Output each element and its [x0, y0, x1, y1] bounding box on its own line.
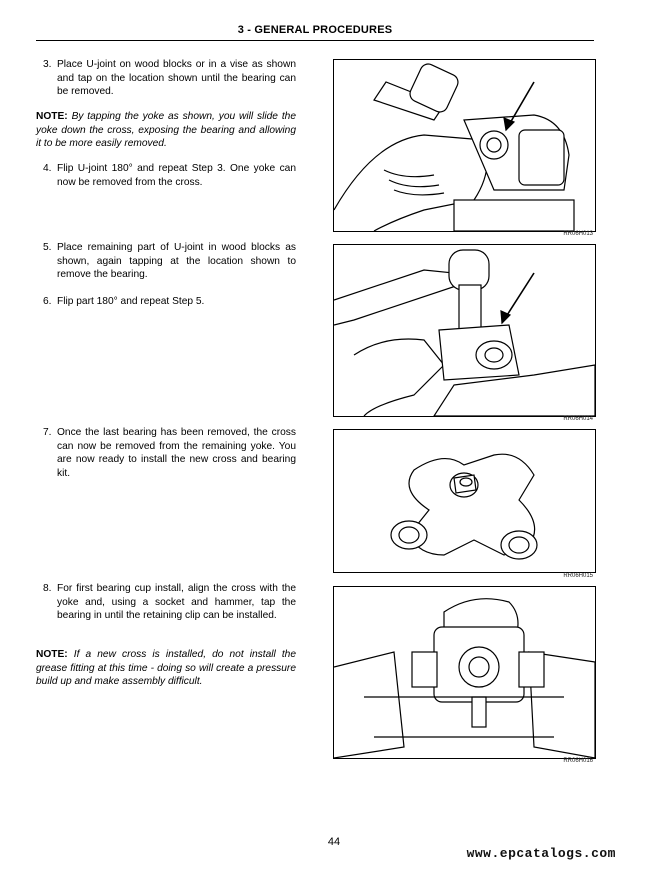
figure-ujoint-cross: [333, 429, 596, 573]
watermark: www.epcatalogs.com: [466, 846, 616, 861]
figure-yoke-wood-blocks: [333, 244, 596, 417]
note-2: [36, 648, 296, 689]
step-5: [36, 241, 296, 282]
step-3: [36, 58, 296, 99]
step-6: [36, 295, 296, 309]
page-header-title: 3 - GENERAL PROCEDURES: [237, 24, 393, 36]
step-text: For first bearing cup install, align the cross with the yoke and, using a socket and hammer, tap the bearing in until the retaining clip can be installed.: [57, 583, 296, 622]
step-number: 5.: [43, 242, 52, 253]
page-number: 44: [327, 836, 341, 848]
step-number: 4.: [43, 163, 52, 174]
step-8: [36, 582, 296, 623]
note-text: If a new cross is installed, do not install the grease fitting at this time - doing so will create a pressure build up and make assembly difficult.: [36, 649, 296, 688]
step-number: 6.: [43, 296, 52, 307]
figure-code: RR06H015: [563, 573, 593, 579]
step-7: [36, 426, 296, 480]
figure-bearing-cup-install: [333, 586, 596, 759]
step-4: [36, 162, 296, 189]
note-label: NOTE:: [36, 111, 68, 122]
figure-code: RR06H014: [563, 416, 593, 422]
step-number: 8.: [43, 583, 52, 594]
step-number: 7.: [43, 427, 52, 438]
note-1: [36, 110, 296, 151]
step-text: Place remaining part of U-joint in wood blocks as shown, again tapping at the location shown to remove the bearing.: [57, 242, 296, 281]
header-rule: [36, 40, 594, 41]
note-text: By tapping the yoke as shown, you will slide the yoke down the cross, exposing the bearing and allowing it to be more easily removed.: [36, 111, 296, 150]
figure-code: RR06H013: [563, 231, 593, 237]
step-number: 3.: [43, 59, 52, 70]
step-text: Flip U-joint 180° and repeat Step 3. One yoke can now be removed from the cross.: [57, 163, 296, 188]
step-text: Place U-joint on wood blocks or in a vise as shown and tap on the location shown until the bearing can be removed.: [57, 59, 296, 98]
step-text: Once the last bearing has been removed, the cross can now be removed from the remaining yoke. You are now ready to install the new cross and bearing kit.: [57, 427, 296, 479]
step-text: Flip part 180° and repeat Step 5.: [57, 296, 205, 307]
note-label: NOTE:: [36, 649, 68, 660]
figure-code: RR06H016: [563, 758, 593, 764]
figure-ujoint-hammer-tap: [333, 59, 596, 232]
